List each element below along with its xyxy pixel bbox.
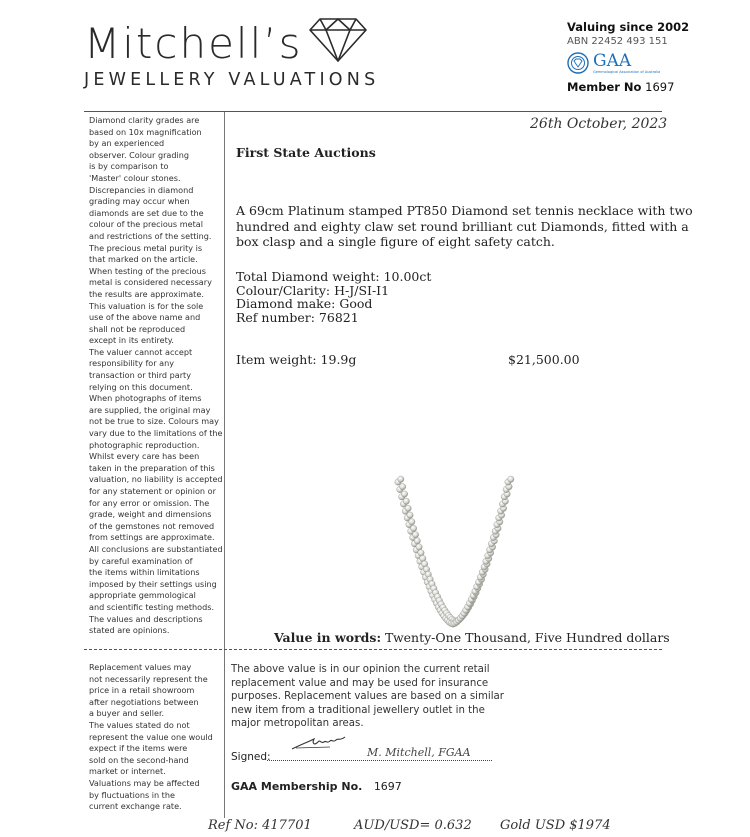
disclaimer-line: grade, weight and dimensions <box>89 509 212 520</box>
disclaimer-line: Diamond clarity grades are <box>89 115 200 125</box>
disclaimer-line: observer. Colour grading <box>89 149 190 160</box>
disclaimer-line: based on 10x magnification <box>89 126 202 137</box>
retail-line: purposes. Replacement values are based on a similar <box>231 691 504 703</box>
disclaimer-line: for any error or omission. The <box>89 497 210 508</box>
disclaimer-line: valuation, no liability is accepted <box>89 474 223 485</box>
value-words-label: Value in words: <box>274 630 382 645</box>
spec-line: Colour/Clarity: H-J/SI-I1 <box>236 282 390 298</box>
gaa-membership-number: 1697 <box>373 780 402 793</box>
retail-line: major metropolitan areas. <box>231 718 364 730</box>
replacement-disclaimer <box>89 662 223 813</box>
necklace-diamond <box>508 476 514 482</box>
spec-line: Total Diamond weight: 10.00ct <box>236 269 432 284</box>
footer <box>208 818 611 833</box>
member-number <box>567 80 674 94</box>
gaa-logo-text: GAA <box>593 51 632 71</box>
disclaimer-line: All conclusions are substantiated <box>89 543 223 554</box>
disclaimer-line: after negotiations between <box>89 696 199 707</box>
disclaimer-line: imposed by their settings using <box>89 578 217 589</box>
reference-number: Ref No: 417701 <box>208 818 312 833</box>
necklace-diamond <box>398 476 404 482</box>
necklace-diamond <box>405 505 411 511</box>
disclaimer-line: When testing of the precious <box>89 265 206 276</box>
disclaimer-line: Whilst every care has been <box>89 451 200 462</box>
gold-price: Gold USD $1974 <box>500 818 611 833</box>
value-words: Twenty-One Thousand, Five Hundred dollars <box>385 630 670 645</box>
necklace-diamond <box>407 512 413 518</box>
description-line: hundred and eighty claw set round brilliant cut Diamonds, fitted with a <box>236 218 689 234</box>
retail-line: replacement value and may be used for insurance <box>231 677 489 689</box>
disclaimer-line: Replacement values may <box>89 662 192 672</box>
gaa-logo <box>567 52 689 74</box>
retail-line: new item from a traditional jewellery outlet in the <box>231 704 485 716</box>
spec-line: Ref number: 76821 <box>236 309 359 325</box>
disclaimer-line: The precious metal purity is <box>89 242 203 253</box>
description-line: box clasp and a single figure of eight safety catch. <box>236 234 555 249</box>
disclaimer-line: not be true to size. Colours may <box>89 416 219 427</box>
disclaimer-line: are supplied, the original may <box>89 404 211 415</box>
disclaimer-line: colour of the precious metal <box>89 219 203 230</box>
disclaimer-line: metal is considered necessary <box>89 277 212 288</box>
valuing-since: Valuing since 2002 <box>567 20 690 34</box>
disclaimer-line: a buyer and seller. <box>89 708 165 719</box>
gaa-emblem-icon <box>567 52 589 74</box>
item-description <box>236 203 693 250</box>
brand-subtitle: JEWELLERY VALUATIONS <box>84 70 380 90</box>
disclaimer-line: 'Master' colour stones. <box>89 172 181 183</box>
disclaimer-line: sold on the second-hand <box>89 754 189 765</box>
disclaimer-line: except in its entirety. <box>89 335 175 346</box>
necklace-diamond <box>410 525 416 531</box>
member-label: Member No <box>567 80 642 94</box>
necklace-diamond <box>409 519 415 525</box>
gaa-membership-label: GAA Membership No. <box>231 780 363 793</box>
disclaimer-line: Valuations may be affected <box>89 777 200 788</box>
section-divider <box>84 649 662 650</box>
disclaimer-line: stated are opinions. <box>89 625 170 636</box>
disclaimer-line: by careful examination of <box>89 555 193 566</box>
disclaimer-line: relying on this document. <box>89 381 193 392</box>
disclaimer-line: for any statement or opinion or <box>89 486 216 496</box>
disclaimer-text <box>89 115 223 637</box>
disclaimer-line: represent the value one would <box>89 731 213 742</box>
diamond-icon <box>306 16 370 64</box>
disclaimer-line: current exchange rate. <box>89 801 182 812</box>
disclaimer-line: taken in the preparation of this <box>89 462 215 473</box>
disclaimer-line: vary due to the limitations of the <box>89 428 223 439</box>
item-price: $21,500.00 <box>508 352 580 367</box>
disclaimer-line: Discrepancies in diamond <box>89 184 194 195</box>
necklace-diamond <box>412 532 418 538</box>
signer-name: M. Mitchell, FGAA <box>367 746 471 759</box>
signature <box>290 734 360 752</box>
disclaimer-line: not necessarily represent the <box>89 673 208 684</box>
disclaimer-line: grading may occur when <box>89 196 190 207</box>
spec-line: Diamond make: Good <box>236 296 373 311</box>
disclaimer-line: by fluctuations in the <box>89 789 175 800</box>
valuation-date: 26th October, 2023 <box>530 116 668 132</box>
disclaimer-line: photographic reproduction. <box>89 439 200 450</box>
disclaimer-line: from settings are approximate. <box>89 532 215 543</box>
disclaimer-line: use of the above name and <box>89 312 201 323</box>
disclaimer-line: and scientific testing methods. <box>89 601 215 612</box>
header-info <box>567 20 689 74</box>
header-divider <box>84 111 662 112</box>
disclaimer-line: When photographs of items <box>89 393 202 404</box>
necklace-photo <box>370 474 520 629</box>
necklace-diamond <box>416 544 422 550</box>
exchange-rate: AUD/USD= 0.632 <box>354 818 472 833</box>
item-specs <box>236 270 431 324</box>
retail-line: The above value is in our opinion the current retail <box>231 664 490 675</box>
disclaimer-line: appropriate gemmological <box>89 590 196 601</box>
gaa-full-name: Gemmological Association of Australia <box>593 70 661 74</box>
disclaimer-line: responsibility for any <box>89 358 175 369</box>
disclaimer-line: of the gemstones not removed <box>89 520 215 531</box>
disclaimer-line: The values stated do not <box>89 719 190 730</box>
necklace-diamond <box>401 491 407 497</box>
necklace-diamond <box>399 484 405 490</box>
signature-line <box>267 760 492 761</box>
disclaimer-line: market or internet. <box>89 766 166 777</box>
disclaimer-line: expect if the items were <box>89 743 188 754</box>
disclaimer-line: is by comparison to <box>89 161 169 172</box>
disclaimer-line: transaction or third party <box>89 370 191 381</box>
disclaimer-line: and restrictions of the setting. <box>89 230 212 241</box>
disclaimer-line: This valuation is for the sole <box>89 300 204 311</box>
necklace-diamond <box>418 550 424 556</box>
disclaimer-line: the items within limitations <box>89 567 200 578</box>
signed-label: Signed: <box>231 751 271 763</box>
necklace-diamond <box>403 498 409 504</box>
disclaimer-line: diamonds are set due to the <box>89 207 204 218</box>
retail-statement <box>231 663 504 731</box>
disclaimer-line: by an experienced <box>89 138 165 149</box>
item-weight: Item weight: 19.9g <box>236 352 357 367</box>
disclaimer-line: that marked on the article. <box>89 254 198 265</box>
brand-name: Mitchell’s <box>84 19 303 68</box>
description-line: A 69cm Platinum stamped PT850 Diamond set tennis necklace with two <box>236 203 693 218</box>
member-value: 1697 <box>645 80 675 94</box>
gaa-membership <box>231 780 402 793</box>
necklace-diamond <box>414 538 420 544</box>
disclaimer-line: The valuer cannot accept <box>89 346 193 357</box>
column-divider <box>224 112 225 818</box>
client-name: First State Auctions <box>236 145 376 160</box>
disclaimer-line: the results are approximate. <box>89 288 204 299</box>
disclaimer-line: price in a retail showroom <box>89 685 195 696</box>
abn-number: ABN 22452 493 151 <box>567 36 668 47</box>
disclaimer-line: The values and descriptions <box>89 613 203 624</box>
value-in-words <box>274 630 670 645</box>
disclaimer-line: shall not be reproduced <box>89 323 186 334</box>
